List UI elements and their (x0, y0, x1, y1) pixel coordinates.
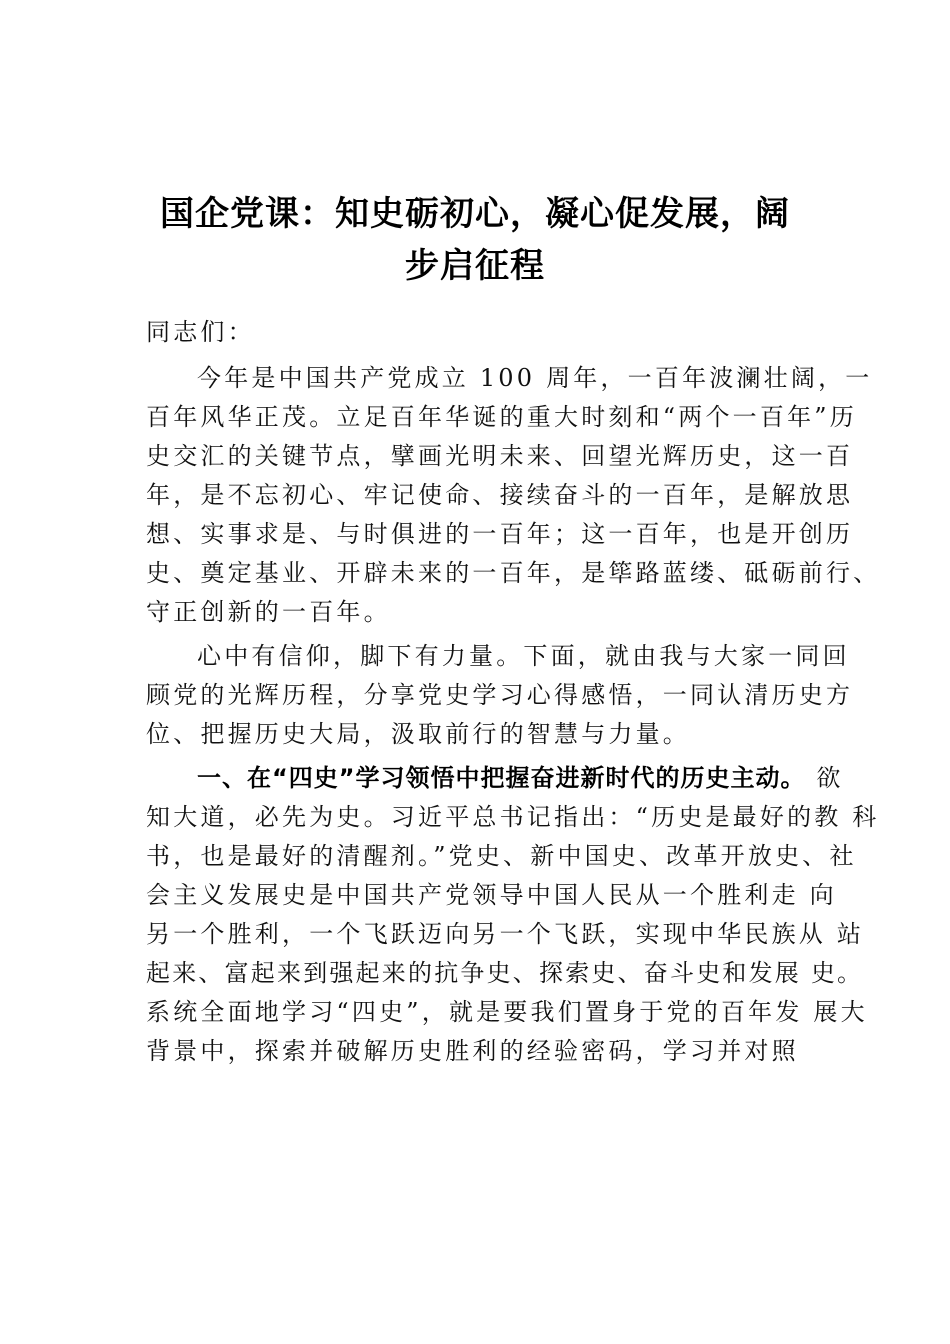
section-1-line-5: 另一个胜利，一个飞跃迈向另一个飞跃，实现中华民族从 站 (146, 920, 865, 948)
paragraph-2-line-2: 顾党的光辉历程，分享党史学习心得感悟，一同认清历史方 (146, 681, 854, 709)
paragraph-1-line-6: 史、奠定基业、开辟未来的一百年，是筚路蓝缕、砥砺前行、 (146, 559, 881, 587)
salutation: 同志们： (146, 318, 255, 346)
paragraph-1-line-7: 守正创新的一百年。 (146, 598, 391, 626)
document-title-line-2: 步启征程 (405, 246, 545, 286)
section-1-line-7: 系统全面地学习“四史”，就是要我们置身于党的百年发 展大 (146, 998, 868, 1026)
paragraph-1-line-2: 百年风华正茂。立足百年华诞的重大时刻和“两个一百年”历 (146, 403, 857, 431)
section-1-line-6: 起来、富起来到强起来的抗争史、探索史、奋斗史和发展 史。 (146, 959, 864, 987)
paragraph-2-line-1: 心中有信仰，脚下有力量。下面，就由我与大家一同回 (197, 642, 850, 670)
section-1-first-line-rest: 欲 (805, 764, 844, 792)
paragraph-1-line-1: 今年是中国共产党成立 100 周年，一百年波澜壮阔，一 (197, 364, 873, 392)
section-1-line-8: 背景中，探索并破解历史胜利的经验密码，学习并对照 (146, 1037, 799, 1065)
section-1-heading: 一、在“四史”学习领悟中把握奋进新时代的历史主动。 (197, 764, 806, 792)
document-title-line-1: 国企党课：知史砺初心，凝心促发展，阔 (160, 194, 790, 234)
paragraph-2-line-3: 位、把握历史大局，汲取前行的智慧与力量。 (146, 720, 690, 748)
paragraph-1-line-5: 想、实事求是、与时俱进的一百年；这一百年，也是开创历 (146, 520, 854, 548)
paragraph-1-line-3: 史交汇的关键节点，擘画光明未来、回望光辉历史，这一百 (146, 442, 854, 470)
section-1-line-4: 会主义发展史是中国共产党领导中国人民从一个胜利走 向 (146, 881, 837, 909)
section-1-first-line (197, 758, 844, 798)
section-1-line-2: 知大道，必先为史。习近平总书记指出：“历史是最好的教 科 (146, 803, 880, 831)
paragraph-1-line-4: 年，是不忘初心、牢记使命、接续奋斗的一百年，是解放思 (146, 481, 854, 509)
section-1-line-3: 书，也是最好的清醒剂。”党史、新中国史、改革开放史、社 (146, 842, 857, 870)
